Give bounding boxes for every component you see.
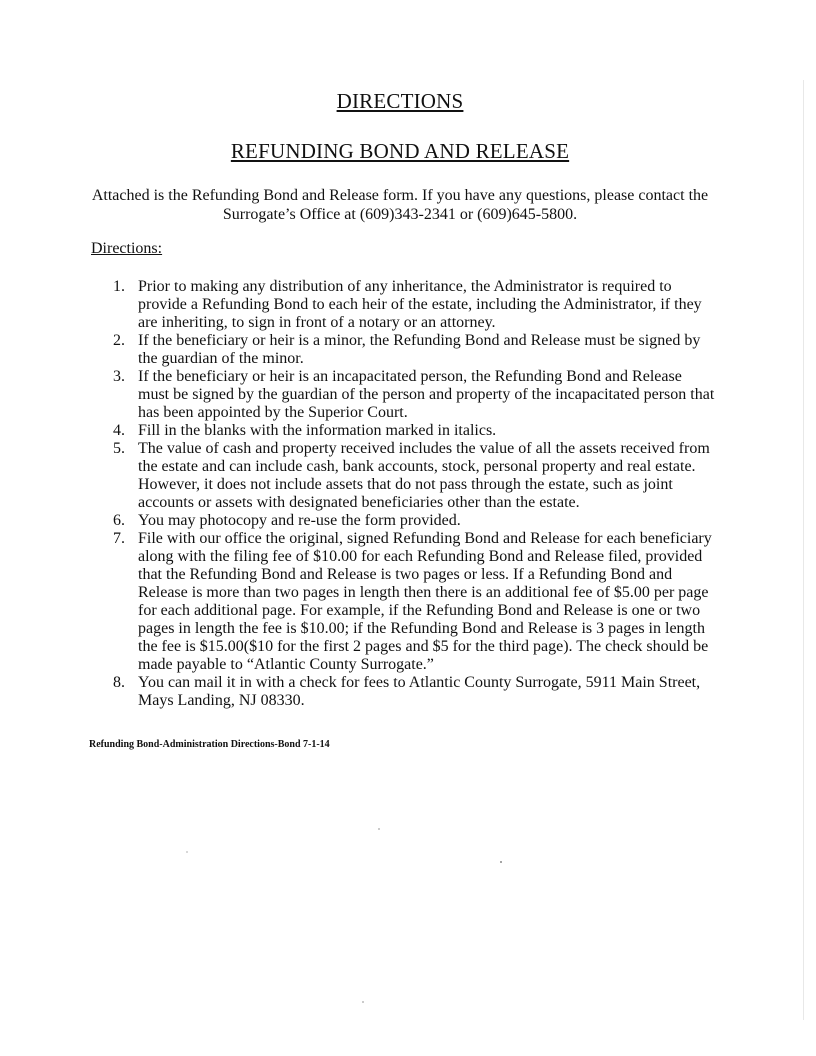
list-item-number: 5. bbox=[113, 440, 125, 457]
list-item bbox=[103, 530, 715, 674]
list-item-text: You can mail it in with a check for fees to Atlantic County Surrogate, 5911 Main Street, Mays Landing, NJ 08330. bbox=[138, 674, 701, 709]
directions-heading: Directions: bbox=[91, 240, 163, 257]
document-subtitle: REFUNDING BOND AND RELEASE bbox=[230, 139, 570, 163]
list-item-number: 4. bbox=[113, 422, 125, 439]
scan-speck bbox=[186, 851, 188, 853]
list-item bbox=[103, 512, 715, 530]
list-item-number: 1. bbox=[113, 278, 125, 295]
list-item-text: If the beneficiary or heir is a minor, the Refunding Bond and Release must be signed by the guardian of the minor. bbox=[138, 332, 701, 367]
list-item-text: The value of cash and property received includes the value of all the assets received from the estate and can include cash, bank accounts, stock, personal property and real estate. However, it does not include assets that do not pass through the estate, such as joint accounts or assets with designated beneficiaries other than the estate. bbox=[138, 440, 710, 511]
list-item-text: Prior to making any distribution of any inheritance, the Administrator is required to provide a Refunding Bond to each heir of the estate, including the Administrator, if they are inheriting, to sign in front of a notary or an attorney. bbox=[138, 278, 702, 331]
list-item-text: Fill in the blanks with the information marked in italics. bbox=[138, 422, 497, 439]
list-item-number: 7. bbox=[113, 530, 125, 547]
list-item bbox=[103, 422, 715, 440]
scan-edge-line bbox=[803, 80, 804, 1020]
directions-list bbox=[103, 278, 715, 710]
list-item-number: 2. bbox=[113, 332, 125, 349]
list-item bbox=[103, 332, 715, 368]
scan-speck bbox=[378, 828, 380, 830]
list-item-text: You may photocopy and re-use the form provided. bbox=[138, 512, 461, 529]
list-item bbox=[103, 368, 715, 422]
scan-speck bbox=[500, 861, 502, 863]
intro-paragraph: Attached is the Refunding Bond and Release form. If you have any questions, please contact the Surrogate’s Office at (609)343-2341 or (609)645-5800. bbox=[91, 187, 709, 223]
page-title: DIRECTIONS bbox=[336, 89, 464, 113]
list-item-text: If the beneficiary or heir is an incapacitated person, the Refunding Bond and Release must be signed by the guardian of the person and property of the incapacitated person that has been appointed by the Superior Court. bbox=[138, 368, 715, 421]
list-item bbox=[103, 440, 715, 512]
list-item bbox=[103, 674, 715, 710]
list-item bbox=[103, 278, 715, 332]
document-footer: Refunding Bond-Administration Directions-Bond 7-1-14 bbox=[89, 739, 330, 750]
list-item-number: 6. bbox=[113, 512, 125, 529]
list-item-number: 8. bbox=[113, 674, 125, 691]
list-item-text: File with our office the original, signed Refunding Bond and Release for each beneficiary along with the filing fee of $10.00 for each Refunding Bond and Release filed, provided that the Refunding Bond and Release is two pages or less. If a Refunding Bond and Release is more than two pages in length then there is an additional fee of $5.00 per page for each additional page. For example, if the Refunding Bond and Release is one or two pages in length the fee is $10.00; if the Refunding Bond and Release is 3 pages in length the fee is $15.00($10 for the first 2 pages and $5 for the third page). The check should be made payable to “Atlantic County Surrogate.” bbox=[138, 530, 712, 673]
list-item-number: 3. bbox=[113, 368, 125, 385]
scan-speck bbox=[362, 1001, 364, 1003]
